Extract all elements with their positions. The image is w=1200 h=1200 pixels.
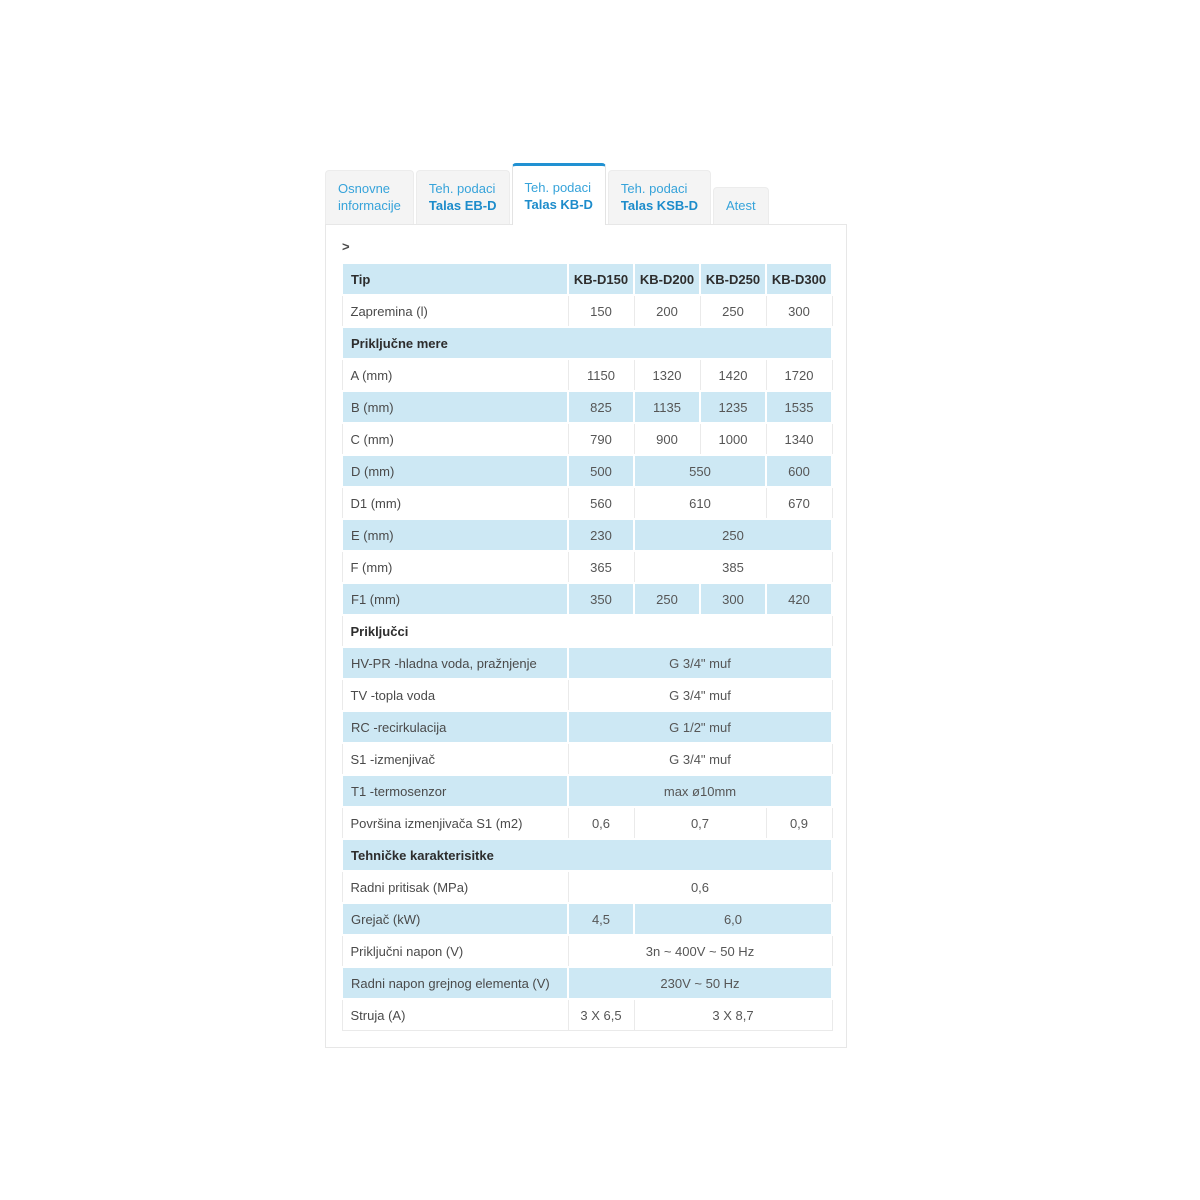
row-label: T1 -termosenzor xyxy=(342,775,568,807)
tab-atest[interactable] xyxy=(713,187,769,224)
table-row xyxy=(342,647,832,679)
table-cell: G 3/4" muf xyxy=(568,679,832,711)
tab-label-line: Atest xyxy=(725,198,756,213)
row-label: D (mm) xyxy=(342,455,568,487)
column-header-model: KB-D200 xyxy=(634,263,700,295)
table-cell: 1535 xyxy=(766,391,832,423)
table-cell: 1340 xyxy=(766,423,832,455)
row-label: F (mm) xyxy=(342,551,568,583)
column-header-model: KB-D250 xyxy=(700,263,766,295)
table-cell: 300 xyxy=(766,295,832,327)
table-cell: 0,6 xyxy=(568,871,832,903)
table-cell: 230V ~ 50 Hz xyxy=(568,967,832,999)
section-title: Priključci xyxy=(342,615,832,647)
row-label: Zapremina (l) xyxy=(342,295,568,327)
table-cell: G 3/4" muf xyxy=(568,647,832,679)
table-row xyxy=(342,935,832,967)
table-cell: 610 xyxy=(634,487,766,519)
row-label: HV-PR -hladna voda, pražnjenje xyxy=(342,647,568,679)
row-label: F1 (mm) xyxy=(342,583,568,615)
table-cell: max ø10mm xyxy=(568,775,832,807)
tab-label-line: Talas EB-D xyxy=(428,198,497,213)
tab-label-line: informacije xyxy=(338,198,401,213)
section-row xyxy=(342,327,832,359)
row-label: RC -recirkulacija xyxy=(342,711,568,743)
row-label: Priključni napon (V) xyxy=(342,935,568,967)
tab-label-line: Osnovne xyxy=(338,181,391,196)
tab-label-line: Teh. podaci xyxy=(620,181,688,196)
column-header-tip: Tip xyxy=(342,263,568,295)
row-label: S1 -izmenjivač xyxy=(342,743,568,775)
table-row xyxy=(342,583,832,615)
table-row xyxy=(342,711,832,743)
table-cell: 420 xyxy=(766,583,832,615)
table-row xyxy=(342,295,832,327)
table-row xyxy=(342,775,832,807)
table-row xyxy=(342,807,832,839)
table-cell: 560 xyxy=(568,487,634,519)
table-cell: 150 xyxy=(568,295,634,327)
table-cell: 6,0 xyxy=(634,903,832,935)
tab-label-line: Talas KB-D xyxy=(524,197,593,212)
row-label: Struja (A) xyxy=(342,999,568,1031)
table-row xyxy=(342,455,832,487)
tab-content-panel xyxy=(325,224,847,1048)
table-cell: 365 xyxy=(568,551,634,583)
table-cell: 1135 xyxy=(634,391,700,423)
table-cell: 300 xyxy=(700,583,766,615)
row-label: TV -topla voda xyxy=(342,679,568,711)
table-cell: 3n ~ 400V ~ 50 Hz xyxy=(568,935,832,967)
table-header-row xyxy=(342,263,832,295)
table-cell: 385 xyxy=(634,551,832,583)
table-cell: 1420 xyxy=(700,359,766,391)
row-label: C (mm) xyxy=(342,423,568,455)
section-row xyxy=(342,615,832,647)
table-cell: 1150 xyxy=(568,359,634,391)
table-cell: 350 xyxy=(568,583,634,615)
section-title: Tehničke karakterisitke xyxy=(342,839,832,871)
table-cell: 4,5 xyxy=(568,903,634,935)
table-cell: 200 xyxy=(634,295,700,327)
tab-label-line: Talas KSB-D xyxy=(620,198,698,213)
table-cell: 1000 xyxy=(700,423,766,455)
section-title: Priključne mere xyxy=(342,327,832,359)
row-label: E (mm) xyxy=(342,519,568,551)
row-label: Radni pritisak (MPa) xyxy=(342,871,568,903)
breadcrumb: > xyxy=(342,239,350,254)
table-row xyxy=(342,391,832,423)
table-cell: 1720 xyxy=(766,359,832,391)
table-row xyxy=(342,551,832,583)
table-row xyxy=(342,487,832,519)
table-cell: 3 X 8,7 xyxy=(634,999,832,1031)
tab-bar xyxy=(325,163,847,224)
table-cell: 250 xyxy=(700,295,766,327)
table-cell: 900 xyxy=(634,423,700,455)
content-wrapper xyxy=(325,163,847,1048)
table-cell: 0,6 xyxy=(568,807,634,839)
section-row xyxy=(342,839,832,871)
row-label: Radni napon grejnog elementa (V) xyxy=(342,967,568,999)
table-row xyxy=(342,679,832,711)
table-cell: 500 xyxy=(568,455,634,487)
table-cell: 0,7 xyxy=(634,807,766,839)
row-label: D1 (mm) xyxy=(342,487,568,519)
table-row xyxy=(342,999,832,1031)
row-label: Grejač (kW) xyxy=(342,903,568,935)
table-row xyxy=(342,967,832,999)
table-row xyxy=(342,743,832,775)
row-label: A (mm) xyxy=(342,359,568,391)
spec-table xyxy=(341,262,833,1031)
table-cell: 1235 xyxy=(700,391,766,423)
table-cell: G 3/4" muf xyxy=(568,743,832,775)
tab-teh-podaci-talas-ksb-d[interactable] xyxy=(608,170,711,224)
table-cell: 250 xyxy=(634,519,832,551)
table-cell: 1320 xyxy=(634,359,700,391)
table-cell: G 1/2" muf xyxy=(568,711,832,743)
table-row xyxy=(342,903,832,935)
table-cell: 825 xyxy=(568,391,634,423)
table-cell: 600 xyxy=(766,455,832,487)
table-row xyxy=(342,871,832,903)
table-cell: 670 xyxy=(766,487,832,519)
table-row xyxy=(342,423,832,455)
tab-osnovne-informacije[interactable] xyxy=(325,170,414,224)
column-header-model: KB-D150 xyxy=(568,263,634,295)
table-cell: 0,9 xyxy=(766,807,832,839)
tab-teh-podaci-talas-eb-d[interactable] xyxy=(416,170,510,224)
table-row xyxy=(342,359,832,391)
column-header-model: KB-D300 xyxy=(766,263,832,295)
row-label: Površina izmenjivača S1 (m2) xyxy=(342,807,568,839)
table-cell: 230 xyxy=(568,519,634,551)
tab-label-line: Teh. podaci xyxy=(524,180,592,195)
table-cell: 550 xyxy=(634,455,766,487)
table-cell: 3 X 6,5 xyxy=(568,999,634,1031)
row-label: B (mm) xyxy=(342,391,568,423)
table-cell: 250 xyxy=(634,583,700,615)
table-cell: 790 xyxy=(568,423,634,455)
tab-label-line: Teh. podaci xyxy=(428,181,496,196)
tab-teh-podaci-talas-kb-d[interactable] xyxy=(512,163,606,225)
table-row xyxy=(342,519,832,551)
